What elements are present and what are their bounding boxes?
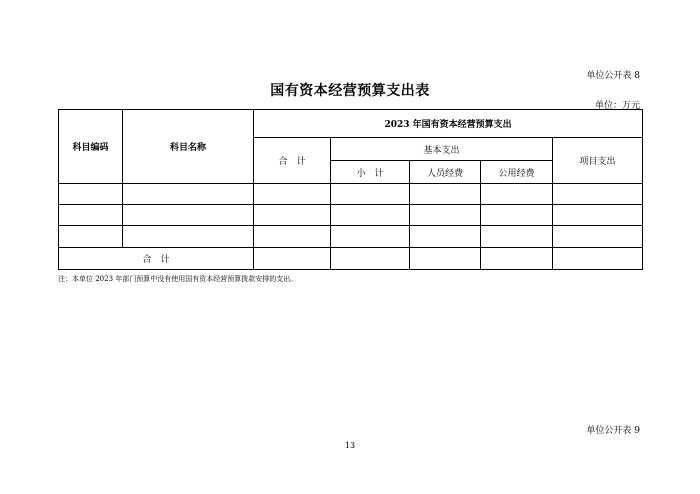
table-cell: [254, 184, 331, 205]
header-public-cost: 公用经费: [481, 161, 553, 184]
table-cell: [481, 248, 553, 270]
table-cell: [481, 205, 553, 226]
table-cell: [59, 184, 123, 205]
table-row: [59, 205, 643, 226]
total-row: [59, 248, 643, 270]
header-basic-expenditure: 基本支出: [331, 138, 553, 161]
page-number: 13: [344, 441, 356, 450]
table-cell: [410, 205, 481, 226]
table-cell: [410, 226, 481, 248]
table-cell: [123, 226, 254, 248]
header-subtotal: 小 计: [331, 161, 410, 184]
header-total: 合 计: [254, 138, 331, 184]
table-cell: [410, 184, 481, 205]
total-row-label: 合 计: [59, 248, 254, 270]
next-sheet-label: 单位公开表 9: [586, 426, 640, 436]
sheet-number-label: 单位公开表 8: [586, 71, 640, 81]
table-cell: [553, 205, 643, 226]
table-cell: [59, 226, 123, 248]
header-subject-name: 科目名称: [123, 110, 254, 184]
expenditure-table: [58, 109, 643, 270]
header-project-expenditure: 项目支出: [553, 138, 643, 184]
table-cell: [123, 184, 254, 205]
table-cell: [254, 205, 331, 226]
table-cell: [481, 184, 553, 205]
table-row: [59, 184, 643, 205]
table-row: [59, 226, 643, 248]
header-budget-group: 2023 年国有资本经营预算支出: [254, 110, 643, 138]
table-cell: [331, 184, 410, 205]
table-cell: [254, 248, 331, 270]
header-personnel-cost: 人员经费: [410, 161, 481, 184]
table-cell: [59, 205, 123, 226]
table-cell: [553, 248, 643, 270]
page-title: 国有资本经营预算支出表: [270, 83, 430, 99]
header-subject-code: 科目编码: [59, 110, 123, 184]
table-cell: [481, 226, 553, 248]
table-cell: [254, 226, 331, 248]
table-cell: [410, 248, 481, 270]
table-cell: [553, 184, 643, 205]
table-cell: [123, 205, 254, 226]
table-cell: [331, 205, 410, 226]
table-cell: [553, 226, 643, 248]
footnote: 注：本单位 2023 年部门预算中没有使用国有资本经营预算拨款安排的支出。: [58, 275, 298, 283]
table-cell: [331, 226, 410, 248]
unit-label: 单位：万元: [594, 101, 640, 111]
table-cell: [331, 248, 410, 270]
